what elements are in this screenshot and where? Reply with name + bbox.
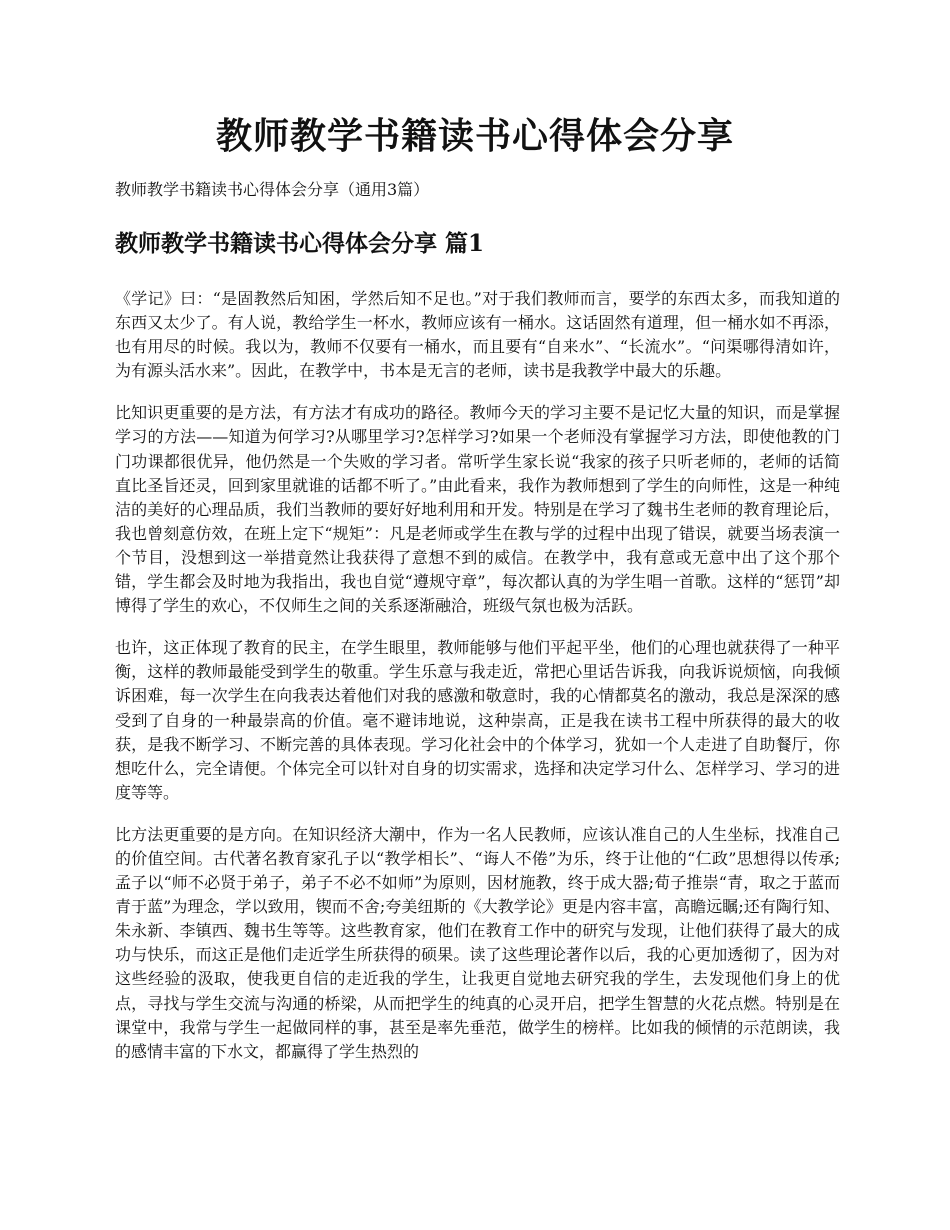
section-heading: 教师教学书籍读书心得体会分享 篇1 — [115, 230, 485, 257]
paragraph-3: 也许，这正体现了教育的民主，在学生眼里，教师能够与他们平起平坐，他们的心理也就获得了一种平衡，这样的教师最能受到学生的敬重。学生乐意与我走近，常把心里话告诉我，向我诉说烦恼，向我倾诉困难，每一次学生在向我表达着他们对我的感激和敬意时，我的心情都莫名的激动，我总是深深的感受到了自身的一种最崇高的价值。毫不避讳地说，这种崇高，正是我在读书工程中所获得的最大的收获，是我不断学习、不断完善的具体表现。学习化社会中的个体学习，犹如一个人走进了自助餐厅，你想吃什么，完全请便。个体完全可以针对自身的切实需求，选择和决定学习什么、怎样学习、学习的进度等等。 — [115, 638, 840, 802]
paragraph-2: 比知识更重要的是方法，有方法才有成功的路径。教师今天的学习主要不是记忆大量的知识，而是掌握学习的方法——知道为何学习?从哪里学习?怎样学习?如果一个老师没有掌握学习方法，即使他教的门门功课都很优异，他仍然是一个失败的学习者。常听学生家长说“我家的孩子只听老师的，老师的话简直比圣旨还灵，回到家里就谁的话都不听了。”由此看来，我作为教师想到了学生的向师性，这是一种纯洁的美好的心理品质，我们当教师的要好好地利用和开发。特别是在学习了魏书生老师的教育理论后，我也曾刻意仿效，在班上定下“规矩”：凡是老师或学生在教与学的过程中出现了错误，就要当场表演一个节目，没想到这一举措竟然让我获得了意想不到的威信。在教学中，我有意或无意中出了这个那个错，学生都会及时地为我指出，我也自觉“遵规守章”，每次都认真的为学生唱一首歌。这样的“惩罚”却博得了学生的欢心，不仅师生之间的关系逐渐融洽，班级气氛也极为活跃。 — [115, 403, 840, 616]
document-body — [115, 287, 840, 1082]
paragraph-1: 《学记》曰：“是固教然后知困，学然后知不足也。”对于我们教师而言，要学的东西太多，而我知道的东西又太少了。有人说，教给学生一杯水，教师应该有一桶水。这话固然有道理，但一桶水如不再添，也有用尽的时候。我以为，教师不仅要有一桶水，而且要有“自来水”、“长流水”。“问渠哪得清如许，为有源头活水来”。因此，在教学中，书本是无言的老师，读书是我教学中最大的乐趣。 — [115, 289, 840, 381]
paragraph-4: 比方法更重要的是方向。在知识经济大潮中，作为一名人民教师，应该认准自己的人生坐标，找准自己的价值空间。古代著名教育家孔子以“教学相长”、“诲人不倦”为乐，终于让他的“仁政”思想得以传承;孟子以“师不必贤于弟子，弟子不必不如师”为原则，因材施教，终于成大器;荀子推崇“青，取之于蓝而青于蓝”为理念，学以致用，锲而不舍;夸美纽斯的《大教学论》更是内容丰富，高瞻远瞩;还有陶行知、朱永新、李镇西、魏书生等等。这些教育家，他们在教育工作中的研究与发现，让他们获得了最大的成功与快乐，而这正是他们走近学生所获得的硕果。读了这些理论著作以后，我的心更加透彻了，因为对这些经验的汲取，使我更自信的走近我的学生，让我更自觉地去研究我的学生，去发现他们身上的优点，寻找与学生交流与沟通的桥梁，从而把学生的纯真的心灵开启，把学生智慧的火花点燃。特别是在课堂中，我常与学生一起做同样的事，甚至是率先垂范，做学生的榜样。比如我的倾情的示范朗读，我的感情丰富的下水文，都赢得了学生热烈的 — [115, 824, 840, 1061]
document-subtitle: 教师教学书籍读书心得体会分享（通用3篇） — [115, 180, 430, 199]
document-title: 教师教学书籍读书心得体会分享 — [215, 115, 734, 157]
